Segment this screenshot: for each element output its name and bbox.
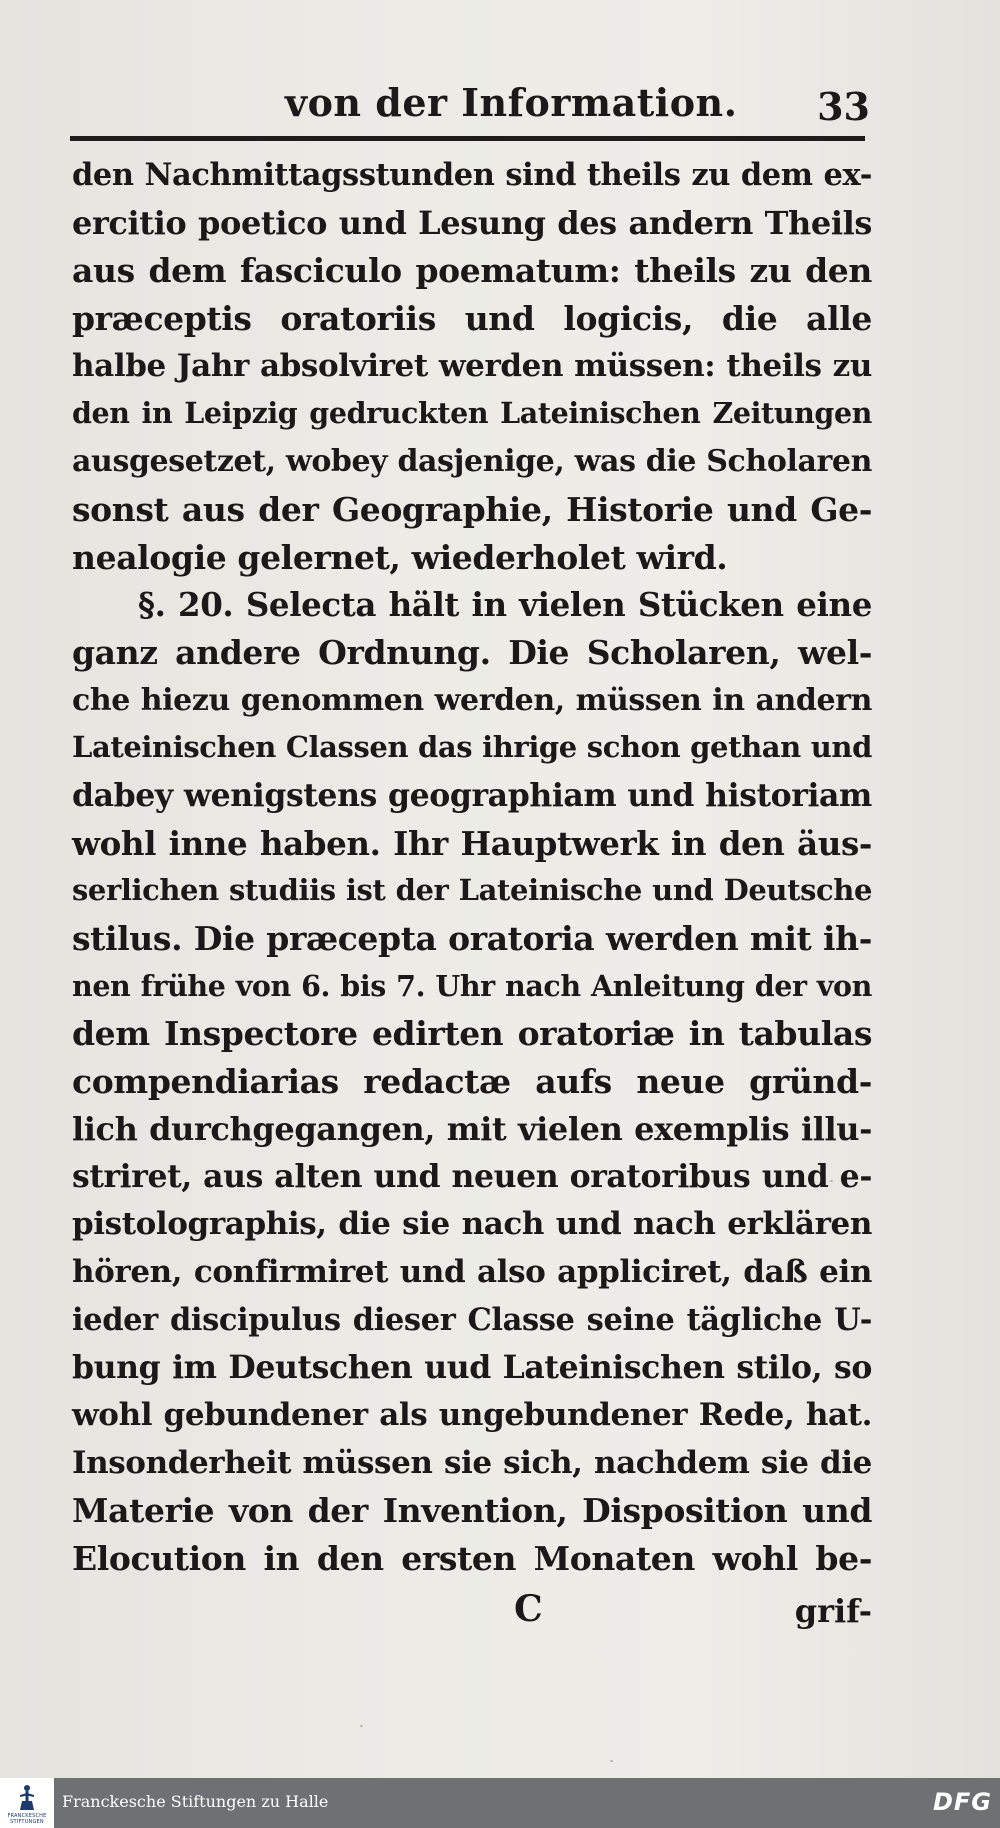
text-line: Elocution in den ersten Monaten wohl be- xyxy=(72,1538,872,1578)
signature-mark: C xyxy=(514,1588,543,1630)
text-line: dem Inspectore edirten oratoriæ in tabulas xyxy=(72,1014,872,1054)
text-line: pistolographis, die sie nach und nach erklären xyxy=(72,1206,872,1243)
francke-foundations-logo-icon xyxy=(17,1784,37,1812)
text-line: striret, aus alten und neuen oratoribus und e- xyxy=(72,1158,872,1196)
text-line: Materie von der Invention, Disposition und xyxy=(72,1491,872,1531)
text-line: bung im Deutschen uud Lateinischen stilo, so xyxy=(72,1349,872,1387)
text-line: ausgesetzet, wobey dasjenige, was die Scholaren xyxy=(72,444,872,480)
logo-text: FRANCKESCHE STIFTUNGEN xyxy=(7,1813,47,1825)
paper-speck xyxy=(610,1760,613,1762)
institution-logo[interactable] xyxy=(0,1778,54,1828)
text-line: che hiezu genommen werden, müssen in andern xyxy=(72,682,872,718)
dfg-logo[interactable]: DFG xyxy=(932,1788,992,1816)
text-line: hören, confirmiret und also appliciret, daß ein xyxy=(72,1253,872,1290)
text-line: den in Leipzig gedruckten Lateinischen Zeitungen xyxy=(72,396,872,431)
header-rule xyxy=(70,136,865,141)
text-line: §. 20. Selecta hält in vielen Stücken eine xyxy=(138,585,872,625)
text-line: Insonderheit müssen sie sich, nachdem sie die xyxy=(72,1444,872,1481)
text-line: sonst aus der Geographie, Historie und Ge- xyxy=(72,489,872,529)
text-line: serlichen studiis ist der Lateinische und Deutsche xyxy=(72,873,872,908)
text-line: halbe Jahr absolviret werden müssen: theils zu xyxy=(72,347,872,384)
catchword: grif- xyxy=(794,1592,872,1630)
text-line: præceptis oratoriis und logicis, die alle xyxy=(72,299,872,339)
text-line: aus dem fasciculo poematum: theils zu den xyxy=(72,251,872,291)
running-head xyxy=(70,78,870,138)
text-line: nen frühe von 6. bis 7. Uhr nach Anleitung der von xyxy=(72,968,872,1003)
text-line: compendiarias redactæ aufs neue gründ- xyxy=(72,1062,872,1102)
catch-row xyxy=(72,1588,872,1636)
institution-name[interactable]: Franckesche Stiftungen zu Halle xyxy=(62,1792,329,1811)
text-line: lich durchgegangen, mit vielen exemplis illu- xyxy=(72,1109,872,1148)
text-line: wohl gebundener als ungebundener Rede, hat. xyxy=(72,1396,872,1433)
page-number: 33 xyxy=(817,84,870,129)
text-line: Lateinischen Classen das ihrige schon gethan und xyxy=(72,730,872,765)
text-line: ercitio poetico und Lesung des andern Theils xyxy=(72,203,872,242)
text-line: stilus. Die præcepta oratoria werden mit ih- xyxy=(72,919,872,958)
viewer-footer xyxy=(0,1778,1000,1828)
text-line: ieder discipulus dieser Classe seine tägliche U- xyxy=(72,1301,872,1338)
text-line: ganz andere Ordnung. Die Scholaren, wel- xyxy=(72,632,872,672)
paper-speck xyxy=(360,1725,363,1727)
running-title: von der Information. xyxy=(285,80,738,125)
text-line: dabey wenigstens geographiam und historiam xyxy=(72,776,872,814)
text-line: nealogie gelernet, wiederholet wird. xyxy=(72,537,728,577)
body-text xyxy=(72,152,872,1583)
text-line: wohl inne haben. Ihr Hauptwerk in den äus- xyxy=(72,823,872,863)
text-line: den Nachmittagsstunden sind theils zu dem ex- xyxy=(72,157,872,193)
